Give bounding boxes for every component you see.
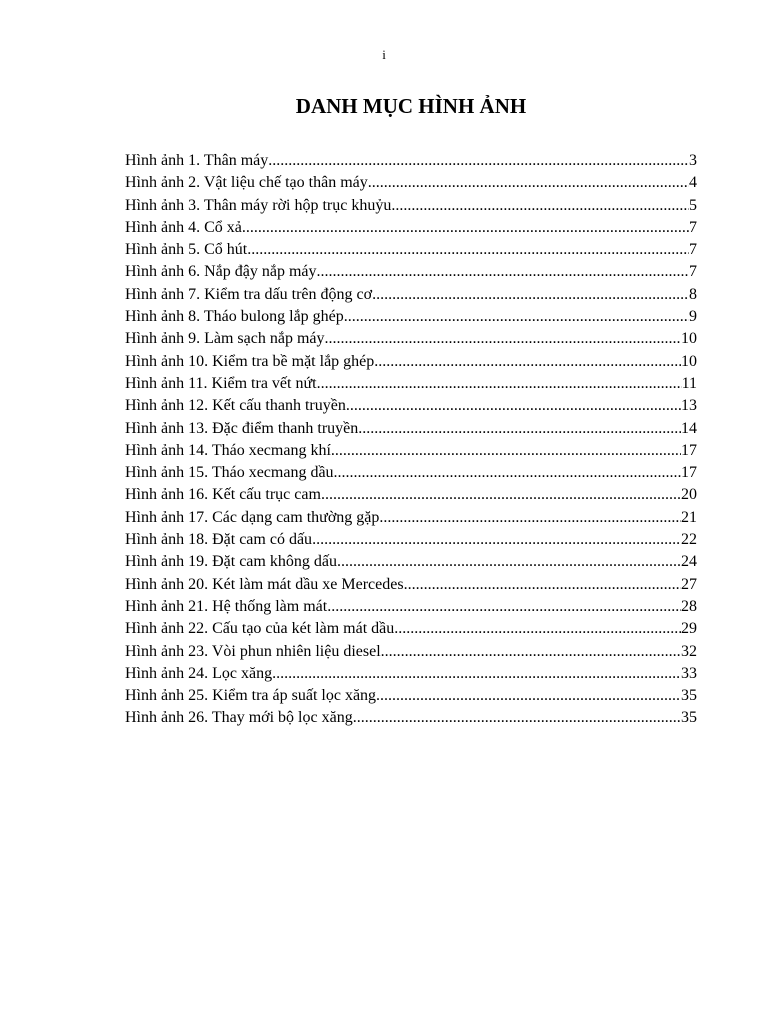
toc-entry-label: Hình ảnh 10. Kiểm tra bề mặt lắp ghép: [125, 352, 375, 370]
toc-entry-page-number: 3: [689, 152, 697, 169]
toc-dot-leader: [353, 707, 681, 729]
toc-entry-label: Hình ảnh 6. Nắp đậy nắp máy: [125, 263, 317, 281]
toc-entry-label: Hình ảnh 5. Cổ hút: [125, 241, 248, 259]
toc-entry-label: Hình ảnh 17. Các dạng cam thường gặp: [125, 508, 380, 526]
toc-entry[interactable]: [125, 351, 697, 373]
toc-entry-page-number: 29: [681, 620, 697, 638]
toc-dot-leader: [374, 351, 681, 373]
toc-entry-page-number: 7: [689, 263, 697, 281]
toc-entry[interactable]: [125, 484, 697, 506]
toc-entry-page-number: 28: [681, 597, 697, 615]
toc-dot-leader: [268, 150, 689, 172]
toc-entry-label: Hình ảnh 7. Kiểm tra dấu trên động cơ: [125, 285, 373, 303]
toc-entry[interactable]: [125, 529, 697, 551]
toc-entry-page-number: 17: [681, 464, 697, 482]
toc-dot-leader: [379, 507, 681, 529]
toc-entry-page-number: 13: [681, 397, 697, 415]
toc-entry-page-number: 24: [681, 553, 697, 571]
toc-entry-label: Hình ảnh 11. Kiểm tra vết nứt: [125, 374, 317, 392]
toc-entry-page-number: 27: [681, 575, 697, 593]
toc-entry[interactable]: [125, 217, 697, 239]
toc-entry[interactable]: [125, 306, 697, 328]
toc-entry-page-number: 14: [681, 419, 697, 437]
toc-dot-leader: [394, 618, 681, 640]
toc-entry-label: Hình ảnh 14. Tháo xecmang khí: [125, 441, 331, 459]
toc-entry-label: Hình ảnh 24. Lọc xăng: [125, 664, 273, 682]
toc-entry-page-number: 17: [681, 441, 697, 459]
toc-entry-label: Hình ảnh 19. Đặt cam không dấu: [125, 553, 337, 571]
toc-dot-leader: [317, 261, 689, 283]
toc-dot-leader: [247, 239, 689, 261]
toc-entry[interactable]: [125, 507, 697, 529]
toc-dot-leader: [272, 663, 681, 685]
page-number: i: [382, 47, 386, 62]
toc-entry-page-number: 32: [681, 642, 697, 660]
toc-entry[interactable]: [125, 596, 697, 618]
toc-entry-page-number: 35: [681, 687, 697, 705]
toc-dot-leader: [381, 641, 681, 663]
toc-entry-label: Hình ảnh 2. Vật liệu chế tạo thân máy: [125, 174, 368, 192]
toc-entry-page-number: 7: [689, 241, 697, 259]
toc-entry[interactable]: [125, 574, 697, 596]
toc-dot-leader: [331, 440, 681, 462]
toc-dot-leader: [391, 195, 689, 217]
toc-entry[interactable]: [125, 328, 697, 350]
toc-entry-page-number: 10: [681, 330, 697, 348]
toc-entry[interactable]: [125, 462, 697, 484]
toc-dot-leader: [344, 306, 689, 328]
toc-entry-page-number: 33: [681, 664, 697, 682]
toc-entry[interactable]: [125, 239, 697, 261]
toc-entry-label: Hình ảnh 21. Hệ thống làm mát: [125, 597, 328, 615]
toc-entry[interactable]: [125, 373, 697, 395]
toc-dot-leader: [334, 462, 681, 484]
toc-entry-page-number: 35: [681, 709, 697, 727]
toc-dot-leader: [368, 172, 689, 194]
toc-dot-leader: [376, 685, 681, 707]
toc-entry-label: Hình ảnh 20. Két làm mát dầu xe Mercedes: [125, 575, 404, 593]
toc-entry[interactable]: [125, 395, 697, 417]
toc-entry[interactable]: [125, 663, 697, 685]
toc-entry-label: Hình ảnh 18. Đặt cam có dấu: [125, 531, 313, 549]
figure-list: [125, 150, 697, 730]
toc-dot-leader: [325, 328, 682, 350]
toc-entry-label: Hình ảnh 23. Vòi phun nhiên liệu diesel: [125, 642, 381, 660]
toc-entry-page-number: 4: [689, 174, 697, 192]
toc-entry-label: Hình ảnh 12. Kết cấu thanh truyền: [125, 397, 346, 415]
toc-entry-page-number: 8: [689, 285, 697, 303]
toc-entry-label: Hình ảnh 1. Thân máy: [125, 152, 269, 169]
toc-dot-leader: [404, 574, 681, 596]
toc-entry[interactable]: [125, 618, 697, 640]
toc-entry-page-number: 22: [681, 531, 697, 549]
toc-entry[interactable]: [125, 418, 697, 440]
toc-entry-label: Hình ảnh 9. Làm sạch nắp máy: [125, 330, 325, 348]
toc-entry[interactable]: [125, 685, 697, 707]
toc-entry[interactable]: [125, 195, 697, 217]
toc-entry-page-number: 5: [689, 196, 697, 214]
toc-dot-leader: [317, 373, 682, 395]
toc-dot-leader: [346, 395, 681, 417]
toc-entry[interactable]: [125, 261, 697, 283]
toc-entry-label: Hình ảnh 3. Thân máy rời hộp trục khuỷu: [125, 196, 392, 214]
toc-entry[interactable]: [125, 150, 697, 172]
toc-entry-page-number: 11: [681, 374, 697, 392]
toc-entry-label: Hình ảnh 25. Kiểm tra áp suất lọc xăng: [125, 687, 377, 705]
toc-entry-page-number: 7: [689, 218, 697, 236]
page-title: DANH MỤC HÌNH ẢNH: [295, 94, 527, 118]
toc-entry-page-number: 9: [689, 308, 697, 326]
toc-entry-label: Hình ảnh 26. Thay mới bộ lọc xăng: [125, 709, 353, 727]
toc-dot-leader: [327, 596, 681, 618]
toc-entry[interactable]: [125, 641, 697, 663]
toc-dot-leader: [312, 529, 681, 551]
toc-entry-page-number: 10: [681, 352, 697, 370]
toc-entry[interactable]: [125, 284, 697, 306]
toc-dot-leader: [372, 284, 689, 306]
toc-dot-leader: [358, 418, 681, 440]
toc-entry-page-number: 20: [681, 486, 697, 504]
toc-entry-label: Hình ảnh 15. Tháo xecmang dầu: [125, 464, 334, 482]
toc-entry-label: Hình ảnh 8. Tháo bulong lắp ghép: [125, 308, 344, 326]
toc-entry[interactable]: [125, 172, 697, 194]
toc-dot-leader: [321, 484, 681, 506]
toc-dot-leader: [337, 551, 681, 573]
toc-entry-label: Hình ảnh 16. Kết cấu trục cam: [125, 486, 321, 504]
toc-entry-page-number: 21: [681, 508, 697, 526]
toc-entry[interactable]: [125, 551, 697, 573]
toc-entry-label: Hình ảnh 22. Cấu tạo của két làm mát dầu: [125, 620, 395, 638]
toc-entry-label: Hình ảnh 4. Cổ xả: [125, 218, 242, 236]
toc-entry[interactable]: [125, 440, 697, 462]
toc-entry[interactable]: [125, 707, 697, 729]
toc-entry-label: Hình ảnh 13. Đặc điểm thanh truyền: [125, 419, 359, 437]
toc-dot-leader: [242, 217, 689, 239]
